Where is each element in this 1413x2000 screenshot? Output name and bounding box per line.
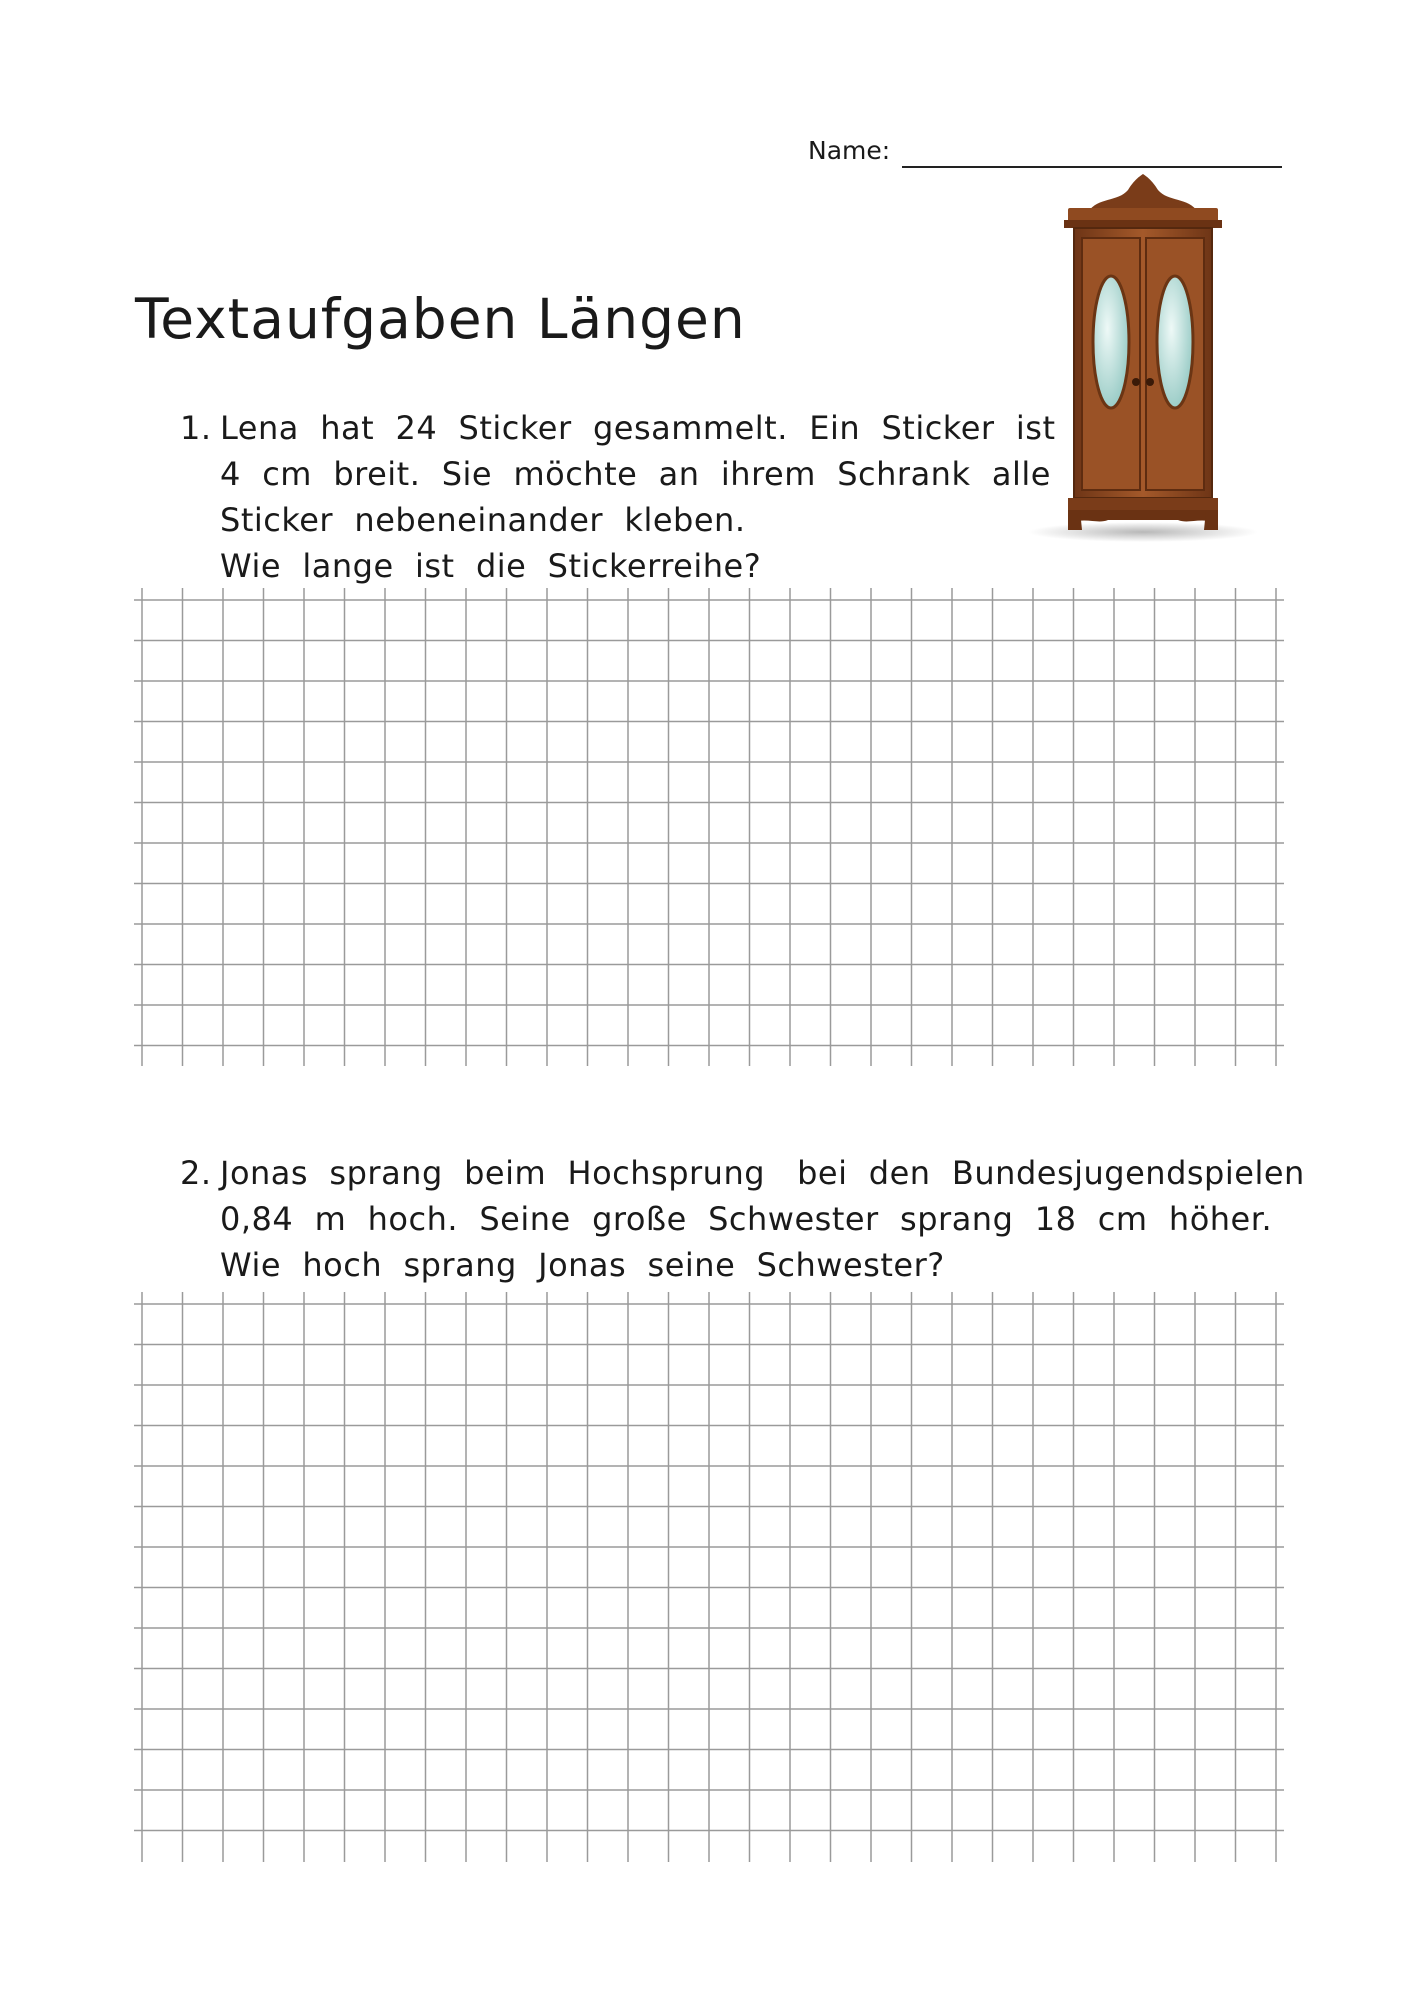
task-line: Jonas sprang beim Hochsprung bei den Bundesjugendspielen — [220, 1154, 1305, 1192]
answer-grid-1[interactable] — [134, 588, 1284, 1066]
task-line: 0,84 m hoch. Seine große Schwester sprang 18 cm höher. — [220, 1200, 1273, 1238]
answer-grid-2[interactable] — [134, 1292, 1284, 1862]
task-line: Wie hoch sprang Jonas seine Schwester? — [220, 1246, 945, 1284]
task-number: 2. — [180, 1154, 212, 1192]
task-line: Sticker nebeneinander kleben. — [220, 501, 746, 539]
task-line: Wie lange ist die Stickerreihe? — [220, 547, 762, 585]
name-line[interactable] — [902, 166, 1282, 168]
name-field — [808, 136, 1288, 176]
task-line: 4 cm breit. Sie möchte an ihrem Schrank alle — [220, 455, 1051, 493]
task-line: Lena hat 24 Sticker gesammelt. Ein Sticker ist — [220, 409, 1056, 447]
task-number: 1. — [180, 409, 212, 447]
wardrobe-icon — [1028, 172, 1258, 544]
task-text — [220, 1150, 1305, 1288]
name-label: Name: — [808, 136, 891, 165]
task-text — [220, 405, 1055, 589]
page-title: Textaufgaben Längen — [135, 287, 746, 351]
